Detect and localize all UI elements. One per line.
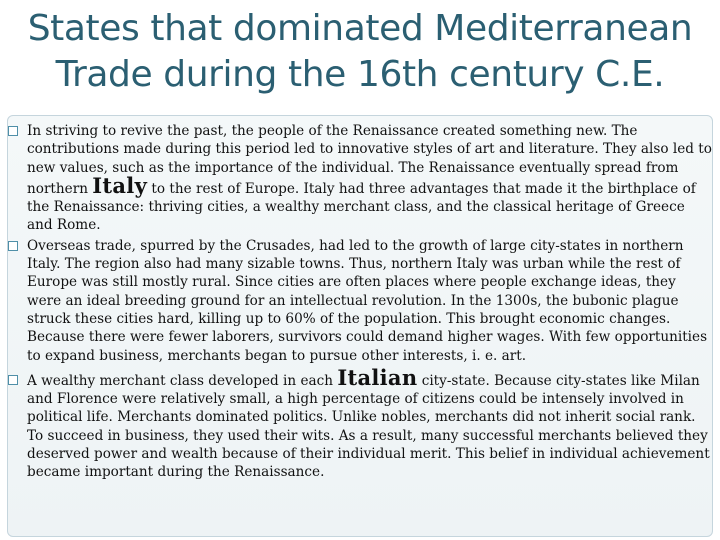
bullet-item-merchant-class xyxy=(8,364,712,482)
bullet-list xyxy=(8,122,712,482)
bullet-item-overseas-trade xyxy=(8,237,712,365)
square-bullet-icon xyxy=(8,126,18,136)
bullet-text-after: city-state. Because city-states like Milan and Florence were relatively small, a high percentage of citizens could be intensely involved in political life. Merchants dominated politics. Unlike nobles, merchants did not inherit social rank. To succeed in business, they used their wits. As a result, many successful merchants believed they deserved power and wealth because of their individual merit. This belief in individual achievement became important during the Renaissance. xyxy=(27,372,710,481)
slide-title xyxy=(0,6,720,98)
title-line-1: States that dominated Mediterranean xyxy=(27,8,693,49)
emphasis-word: Italy xyxy=(92,172,148,198)
square-bullet-icon xyxy=(8,241,18,251)
bullet-text-after: to the rest of Europe. Italy had three advantages that made it the birthplace of the Renaissance: thriving cities, a wealthy merchant class, and the classical heritage of Greece and Rome. xyxy=(27,180,696,234)
bullet-text-before: Overseas trade, spurred by the Crusades, had led to the growth of large city-states in northern Italy. The region also had many sizable towns. Thus, northern Italy was urban while the rest of Europe was still mostly rural. Since cities are often places where people exchange ideas, they were an ideal breeding ground for an intellectual revolution. In the 1300s, the bubonic plague struck these cities hard, killing up to 60% of the population. This brought economic changes. Because there were fewer laborers, survivors could demand higher wages. With few opportunities to expand business, merchants began to pursue other interests, i. e. art. xyxy=(27,237,708,364)
bullet-item-renaissance xyxy=(8,122,712,235)
emphasis-word: Italian xyxy=(337,364,418,390)
title-line-2: Trade during the 16th century C.E. xyxy=(55,54,665,95)
square-bullet-icon xyxy=(8,375,18,385)
bullet-text-before: A wealthy merchant class developed in each xyxy=(27,372,333,389)
bullet-text-before: In striving to revive the past, the people of the Renaissance created something new. The contributions made during this period led to innovative styles of art and literature. They also led to new values, such as the importance of the individual. The Renaissance eventually spread from northern xyxy=(27,123,712,197)
